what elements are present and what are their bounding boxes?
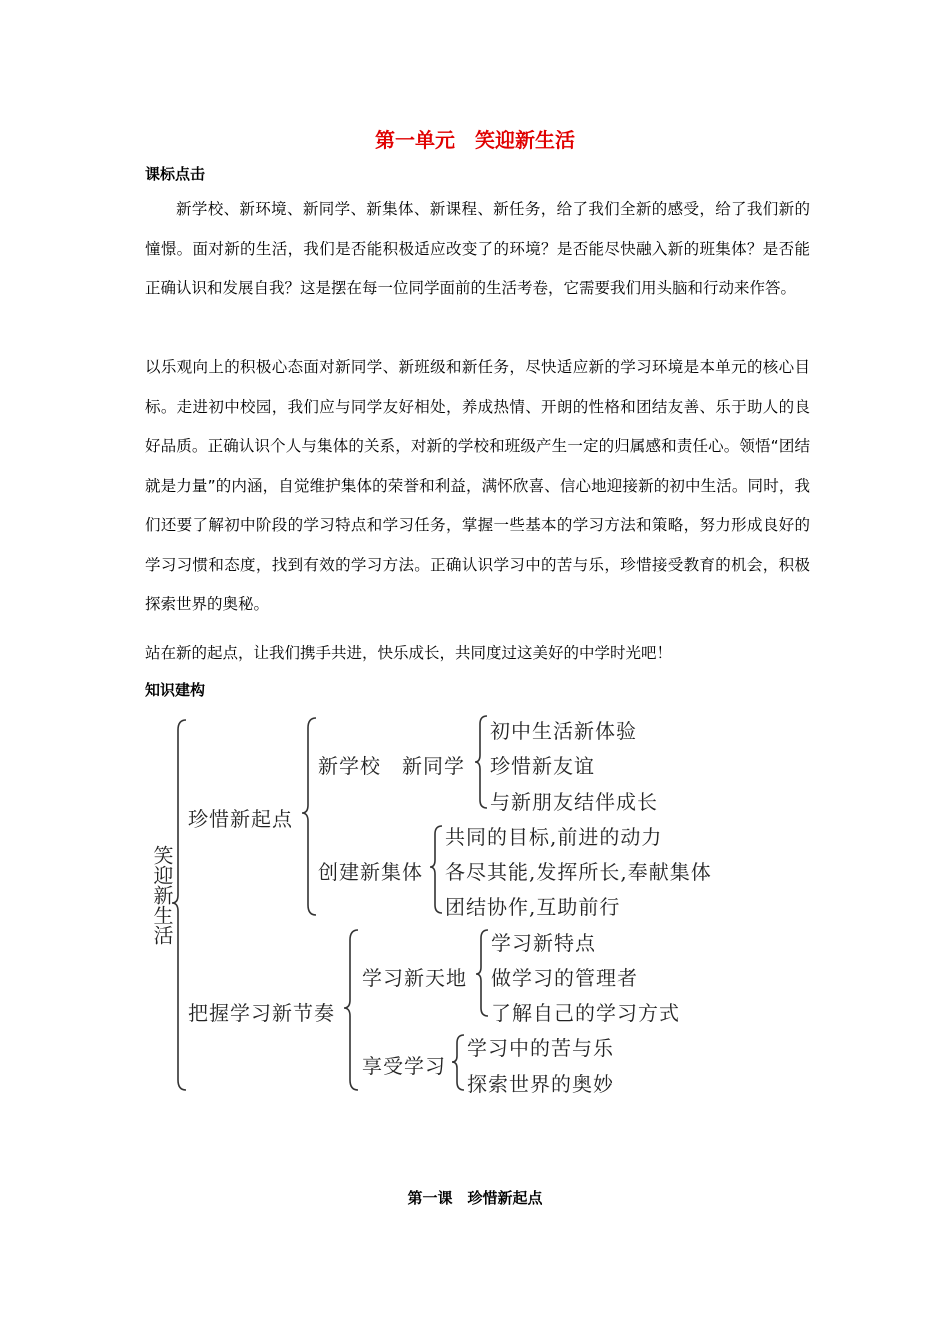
- branch1-brace: [302, 718, 316, 915]
- sub1-brace: [475, 716, 487, 808]
- map-sub-new-school: 新学校 新同学: [318, 754, 465, 778]
- map-leaf: 团结协作,互助前行: [445, 895, 621, 919]
- paragraph-goals: 以乐观向上的积极心态面对新同学、新班级和新任务，尽快适应新的学习环境是本单元的核心目标。走进初中校园，我们应与同学友好相处，养成热情、开朗的性格和团结友善、乐于助人的良好品质。正确认识个人与集体的关系，对新的学校和班级产生一定的归属感和责任心。领悟“团结就是力量”的内涵，自觉维护集体的荣誉和利益，满怀欣喜、信心地迎接新的初中生活。同时，我们还要了解初中阶段的学习特点和学习任务，掌握一些基本的学习方法和策略，努力形成良好的学习习惯和态度，找到有效的学习方法。正确认识学习中的苦与乐，珍惜接受教育的机会，积极探索世界的奥秘。: [145, 358, 810, 613]
- map-leaf: 做学习的管理者: [491, 966, 638, 990]
- map-leaf: 了解自己的学习方式: [491, 1001, 680, 1025]
- map-leaf: 学习新特点: [491, 931, 596, 955]
- map-sub-enjoy-learning: 享受学习: [362, 1054, 446, 1078]
- map-branch-cherish: 珍惜新起点: [188, 807, 293, 831]
- root-brace: [172, 720, 186, 1090]
- map-leaf: 探索世界的奥妙: [467, 1072, 614, 1096]
- map-leaf: 各尽其能,发挥所长,奉献集体: [445, 860, 712, 884]
- map-leaf: 初中生活新体验: [490, 719, 637, 743]
- map-branch-rhythm: 把握学习新节奏: [188, 1001, 335, 1025]
- map-sub-learning-world: 学习新天地: [362, 966, 467, 990]
- branch2-brace: [344, 930, 358, 1090]
- map-sub-new-collective: 创建新集体: [318, 860, 423, 884]
- section-heading-knowledge: 知识建构: [145, 681, 206, 699]
- lesson-title: 第一课 珍惜新起点: [407, 1189, 543, 1207]
- map-leaf: 与新朋友结伴成长: [490, 790, 658, 814]
- paragraph-intro: 新学校、新环境、新同学、新集体、新课程、新任务，给了我们全新的感受，给了我们新的憧憬。面对新的生活，我们是否能积极适应改变了的环境？是否能尽快融入新的班集体？是否能正确认识和发展自我？这是摆在每一位同学面前的生活考卷，它需要我们用头脑和行动来作答。: [145, 200, 810, 297]
- map-root: 笑迎新生活: [150, 845, 174, 945]
- section-heading-curriculum: 课标点击: [145, 165, 206, 183]
- map-leaf: 共同的目标,前进的动力: [445, 825, 663, 849]
- sub3-brace: [476, 930, 488, 1016]
- map-leaf: 学习中的苦与乐: [467, 1036, 614, 1060]
- sub4-brace: [452, 1035, 464, 1090]
- sub2-brace: [430, 826, 442, 913]
- paragraph-closing: 站在新的起点，让我们携手共进，快乐成长，共同度过这美好的中学时光吧！: [145, 644, 673, 662]
- map-leaf: 珍惜新友谊: [490, 754, 595, 778]
- unit-title: 第一单元 笑迎新生活: [375, 128, 575, 152]
